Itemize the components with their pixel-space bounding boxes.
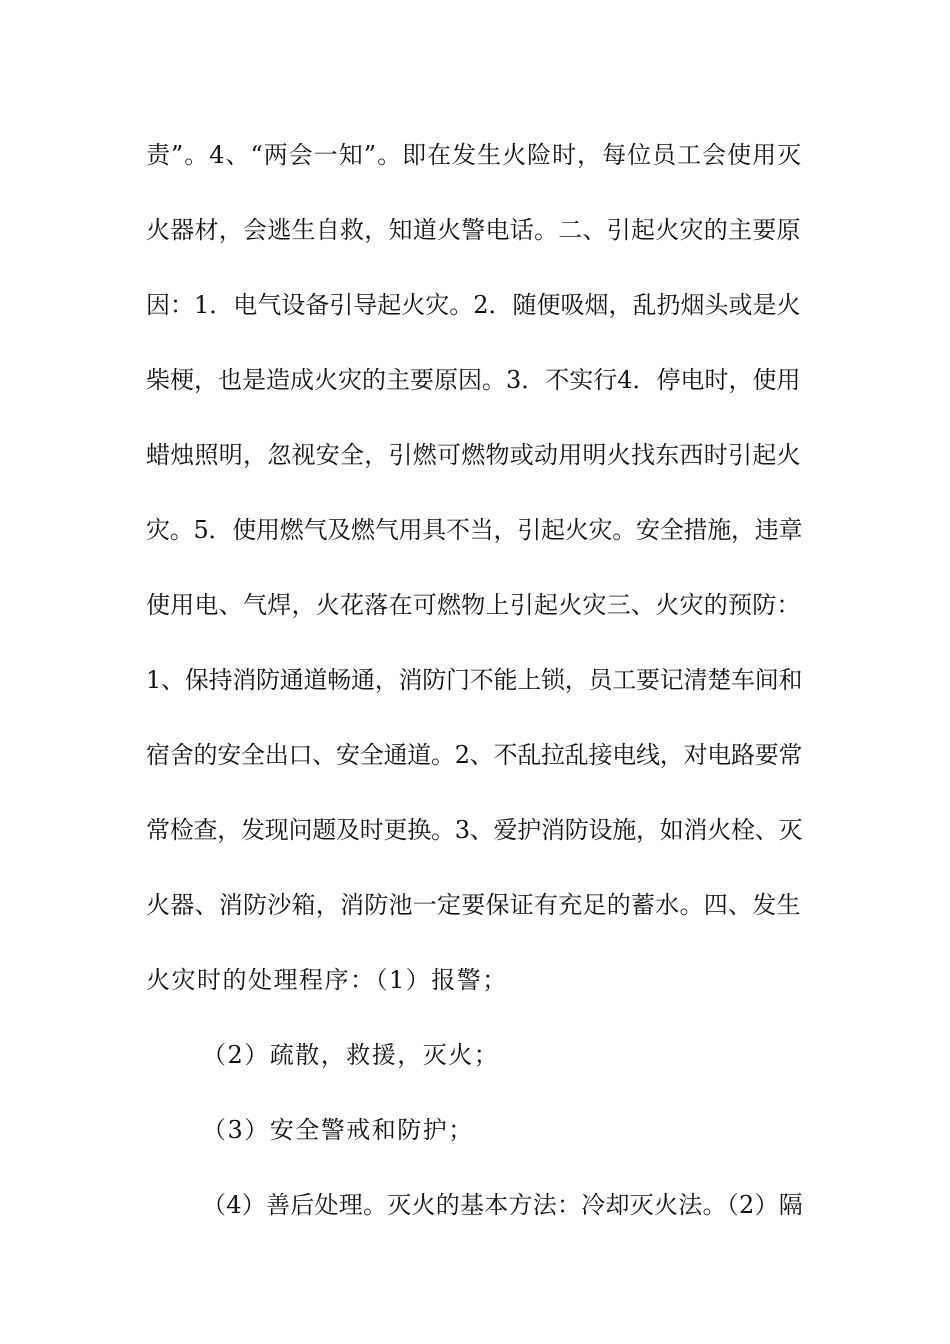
text-line: 火灾时的处理程序：（1）报警； [146,966,508,994]
list-item: （2）疏散，救援，灭火； [202,1041,500,1069]
text-line: 灾。5．使用燃气及燃气用具不当，引起火灾。安全措施，违章 [146,516,803,544]
text-line: 因：1．电气设备引导起火灾。2．随便吸烟，乱扔烟头或是火 [146,291,801,319]
list-item: （3）安全警戒和防护； [202,1116,474,1144]
list-item: （4）善后处理。灭火的基本方法：冷却灭火法。（2）隔 [202,1191,804,1219]
text-line: 责”。4、“两会一知”。即在发生火险时，每位员工会使用灭 [146,141,803,169]
text-line: 使用电、气焊，火花落在可燃物上引起火灾三、火灾的预防： [146,591,801,619]
text-line: 火器、消防沙箱，消防池一定要保证有充足的蓄水。四、发生 [146,891,801,919]
text-line: 蜡烛照明，忽视安全，引燃可燃物或动用明火找东西时引起火 [146,441,801,469]
text-line: 柴梗，也是造成火灾的主要原因。3．不实行4．停电时，使用 [146,366,801,394]
text-line: 1、保持消防通道畅通，消防门不能上锁，员工要记清楚车间和 [146,666,803,694]
text-line: 火器材，会逃生自救，知道火警电话。二、引起火灾的主要原 [146,216,801,244]
body-text [146,128,806,1253]
text-line: 宿舍的安全出口、安全通道。2、不乱拉乱接电线，对电路要常 [146,741,803,769]
text-line: 常检查，发现问题及时更换。3、爱护消防设施，如消火栓、灭 [146,816,803,844]
